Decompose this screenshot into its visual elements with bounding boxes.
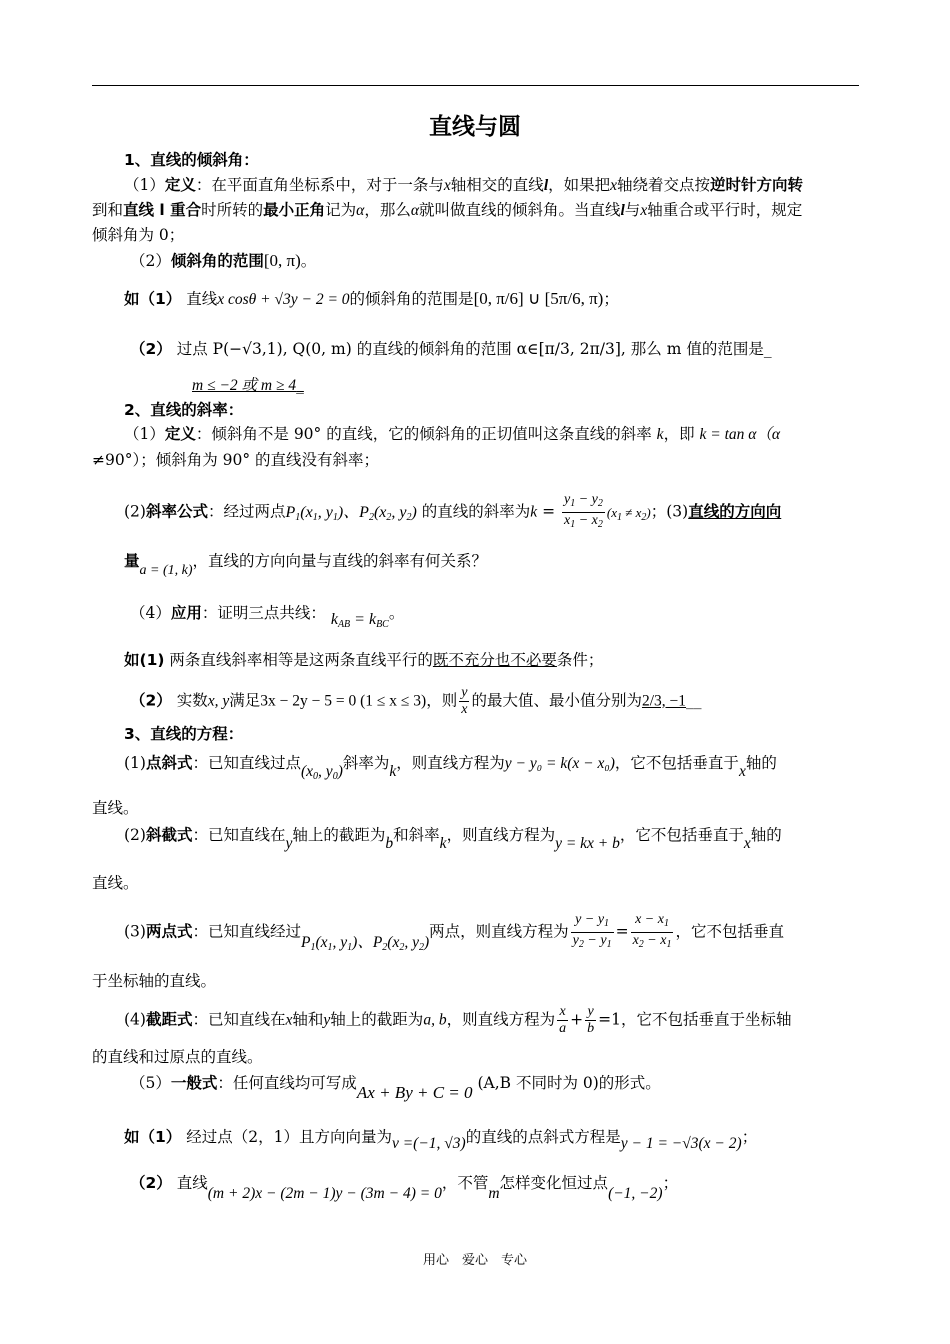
s1-definition-line1: （1）定义：在平面直角坐标系中，对于一条与x轴相交的直线l，如果把x轴绕着交点按逆时针方向转 [124, 176, 804, 194]
s1-def-label: 定义 [164, 176, 196, 194]
s2-definition-line1: （1）定义：倾斜角不是 90° 的直线，它的倾斜角的正切值叫这条直线的斜率 k，即 k = tan α（α [124, 425, 781, 443]
s2-slope-formula: (2)斜率公式：经过两点$P_1(x_1$, $y_1$)、$P_2(x_2$, $y_2$) 的直线的斜率为k = $\frac{y_1 - y_2}{x_1 - x_2}$ $(x_1 \ne x_2)$；(3)直线的方向向 [124, 492, 781, 533]
s2-direction-vector: 量a = (1, k)，直线的方向向量与直线的斜率有何关系？ [124, 552, 488, 578]
section-3-heading: 3、直线的方程： [124, 725, 244, 743]
s2-example-2: （2） 实数x, y满足3x − 2y − 5 = 0 (1 ≤ x ≤ 3)，则 $\frac{y}{x}$ 的最大值、最小值分别为2/3, −1__ [130, 685, 702, 717]
s3-two-point-line2: 于坐标轴的直线。 [92, 972, 217, 990]
slope-fraction: $\frac{y_1 - y_2}{x_1 - x_2}$ [564, 492, 603, 530]
s2-definition-line2: ≠90°）；倾斜角为 90° 的直线没有斜率； [92, 451, 380, 469]
s1-example-1: 如（1） 直线x cosθ + √3y − 2 = 0的倾斜角的范围是[0, π/6] ∪ [5π/6, π)； [124, 289, 619, 308]
s3-two-point: (3)两点式：已知直线经过$P_1(x_1$, $y_1$)、$P_2(x_2$, $y_2$)两点，则直线方程为 $\frac{y - y_1}{y_2 - y_1}$ = $\frac{x - x_1}{x_2 - x_1}$ ，它不包括垂直 [124, 912, 784, 953]
header-rule [92, 85, 859, 86]
page-title: 直线与圆 [429, 114, 521, 140]
s3-example-1: 如（1） 经过点（2，1）且方向向量为v =(−1, √3)的直线的点斜式方程是y − 1 = −√3(x − 2)； [124, 1128, 758, 1152]
s3-example-2: （2） 直线(m + 2)x − (2m − 1)y − (3m − 4) = 0，不管m怎样变化恒过点(−1, −2)； [130, 1174, 679, 1202]
s1-definition-line2: 到和直线 l 重合时所转的最小正角记为α，那么α就叫做直线的倾斜角。当直线l与x轴重合或平行时，规定 [92, 201, 803, 219]
s3-intercept: (4)截距式：已知直线在x轴和y轴上的截距为a, b，则直线方程为 $\frac{x}{a}$ + $\frac{y}{b}$ =1，它不包括垂直于坐标轴 [124, 1004, 792, 1036]
s1-range: （2）倾斜角的范围[0, π)。 [130, 251, 317, 270]
s1-example-2: （2） 过点 P(−√3,1), Q(0, m) 的直线的倾斜角的范围 α∈[π/3, 2π/3], 那么 m 值的范围是_ [130, 340, 772, 358]
s3-general: （5）一般式：任何直线均可写成Ax + By + C = 0 (A,B 不同时为 0)的形式。 [130, 1074, 661, 1102]
s2-example-1: 如(1) 两条直线斜率相等是这两条直线平行的既不充分也不必要条件； [124, 651, 604, 669]
s3-intercept-line2: 的直线和过原点的直线。 [92, 1048, 263, 1066]
s1-example-2-answer: m ≤ −2 或 m ≥ 4_ [192, 376, 304, 394]
page-footer: 用心 爱心 专心 [422, 1253, 527, 1268]
s3-point-slope: (1)点斜式：已知直线过点($x_0$, $y_0$)斜率为k，则直线方程为y − y₀ = k(x − x₀)，它不包括垂直于x轴的 [124, 754, 777, 782]
section-2-heading: 2、直线的斜率： [124, 401, 244, 419]
s3-slope-intercept-line2: 直线。 [92, 874, 139, 892]
section-1-heading: 1、直线的倾斜角： [124, 151, 259, 169]
s3-point-slope-line2: 直线。 [92, 799, 139, 817]
s3-slope-intercept: (2)斜截式：已知直线在y轴上的截距为b和斜率k，则直线方程为y = kx + b，它不包括垂直于x轴的 [124, 826, 782, 852]
s2-application: （4）应用：证明三点共线： $k_{AB} = k_{BC}$。 [130, 604, 405, 630]
s1-definition-line3: 倾斜角为 0； [92, 226, 185, 244]
